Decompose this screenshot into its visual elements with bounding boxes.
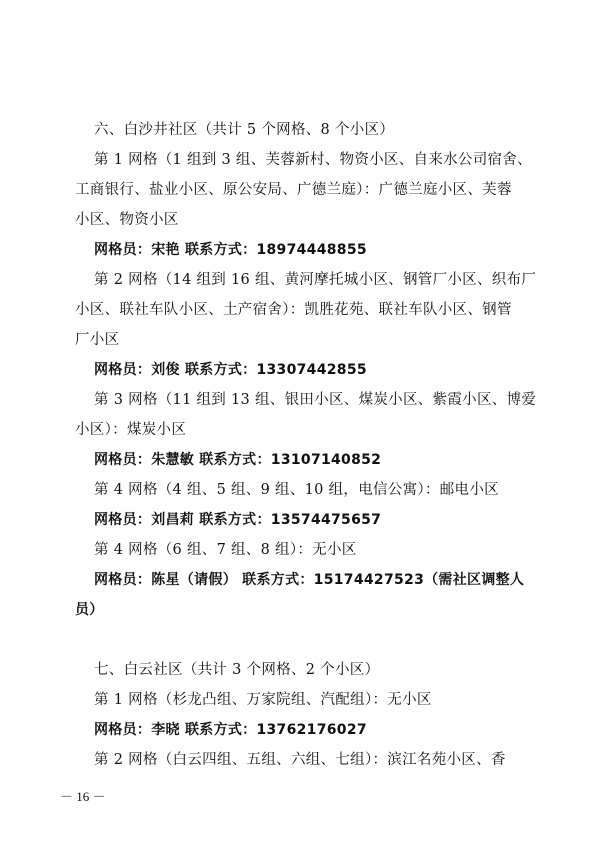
- section-heading: 六、白沙井社区（共计 5 个网格、8 个小区）: [94, 122, 395, 138]
- grid-member-line: 网格员：刘昌莉 联系方式：13574475657: [94, 512, 382, 528]
- text-line: 小区、物资小区: [75, 212, 179, 228]
- page-number: － 16 －: [60, 789, 106, 804]
- text-line: 厂小区: [75, 332, 120, 348]
- text-line: 第 1 网格（1 组到 3 组、芙蓉新村、物资小区、自来水公司宿舍、: [94, 152, 532, 168]
- grid-member-line: 网格员：刘俊 联系方式：13307442855: [94, 362, 367, 378]
- text-line: 第 4 网格（6 组、7 组、8 组）：无小区: [94, 542, 357, 558]
- text-line: 第 1 网格（杉龙凸组、万家院组、汽配组）：无小区: [94, 692, 432, 708]
- grid-member-line: 员）: [75, 602, 104, 618]
- text-line: 第 4 网格（4 组、5 组、9 组、10 组，电信公寓）：邮电小区: [94, 482, 499, 498]
- text-line: 小区）：煤炭小区: [75, 422, 187, 438]
- text-line: 第 2 网格（14 组到 16 组、黄河摩托城小区、钢管厂小区、织布厂: [94, 272, 537, 288]
- text-line: 工商银行、盐业小区、原公安局、广德兰庭）：广德兰庭小区、芙蓉: [75, 182, 512, 198]
- grid-member-line: 网格员：李晓 联系方式：13762176027: [94, 722, 367, 738]
- text-line: 第 2 网格（白云四组、五组、六组、七组）：滨江名苑小区、香: [94, 752, 506, 768]
- text-line: 小区、联社车队小区、土产宿舍）：凯胜花苑、联社车队小区、钢管: [75, 302, 512, 318]
- grid-member-line: 网格员：陈星（请假） 联系方式：15174427523（需社区调整人: [94, 572, 525, 588]
- grid-member-line: 网格员：宋艳 联系方式：18974448855: [94, 242, 367, 258]
- section-heading: 七、白云社区（共计 3 个网格、2 个小区）: [94, 662, 380, 678]
- grid-member-line: 网格员：朱慧敏 联系方式：13107140852: [94, 452, 382, 468]
- text-line: 第 3 网格（11 组到 13 组、银田小区、煤炭小区、紫霞小区、博爱: [94, 392, 537, 408]
